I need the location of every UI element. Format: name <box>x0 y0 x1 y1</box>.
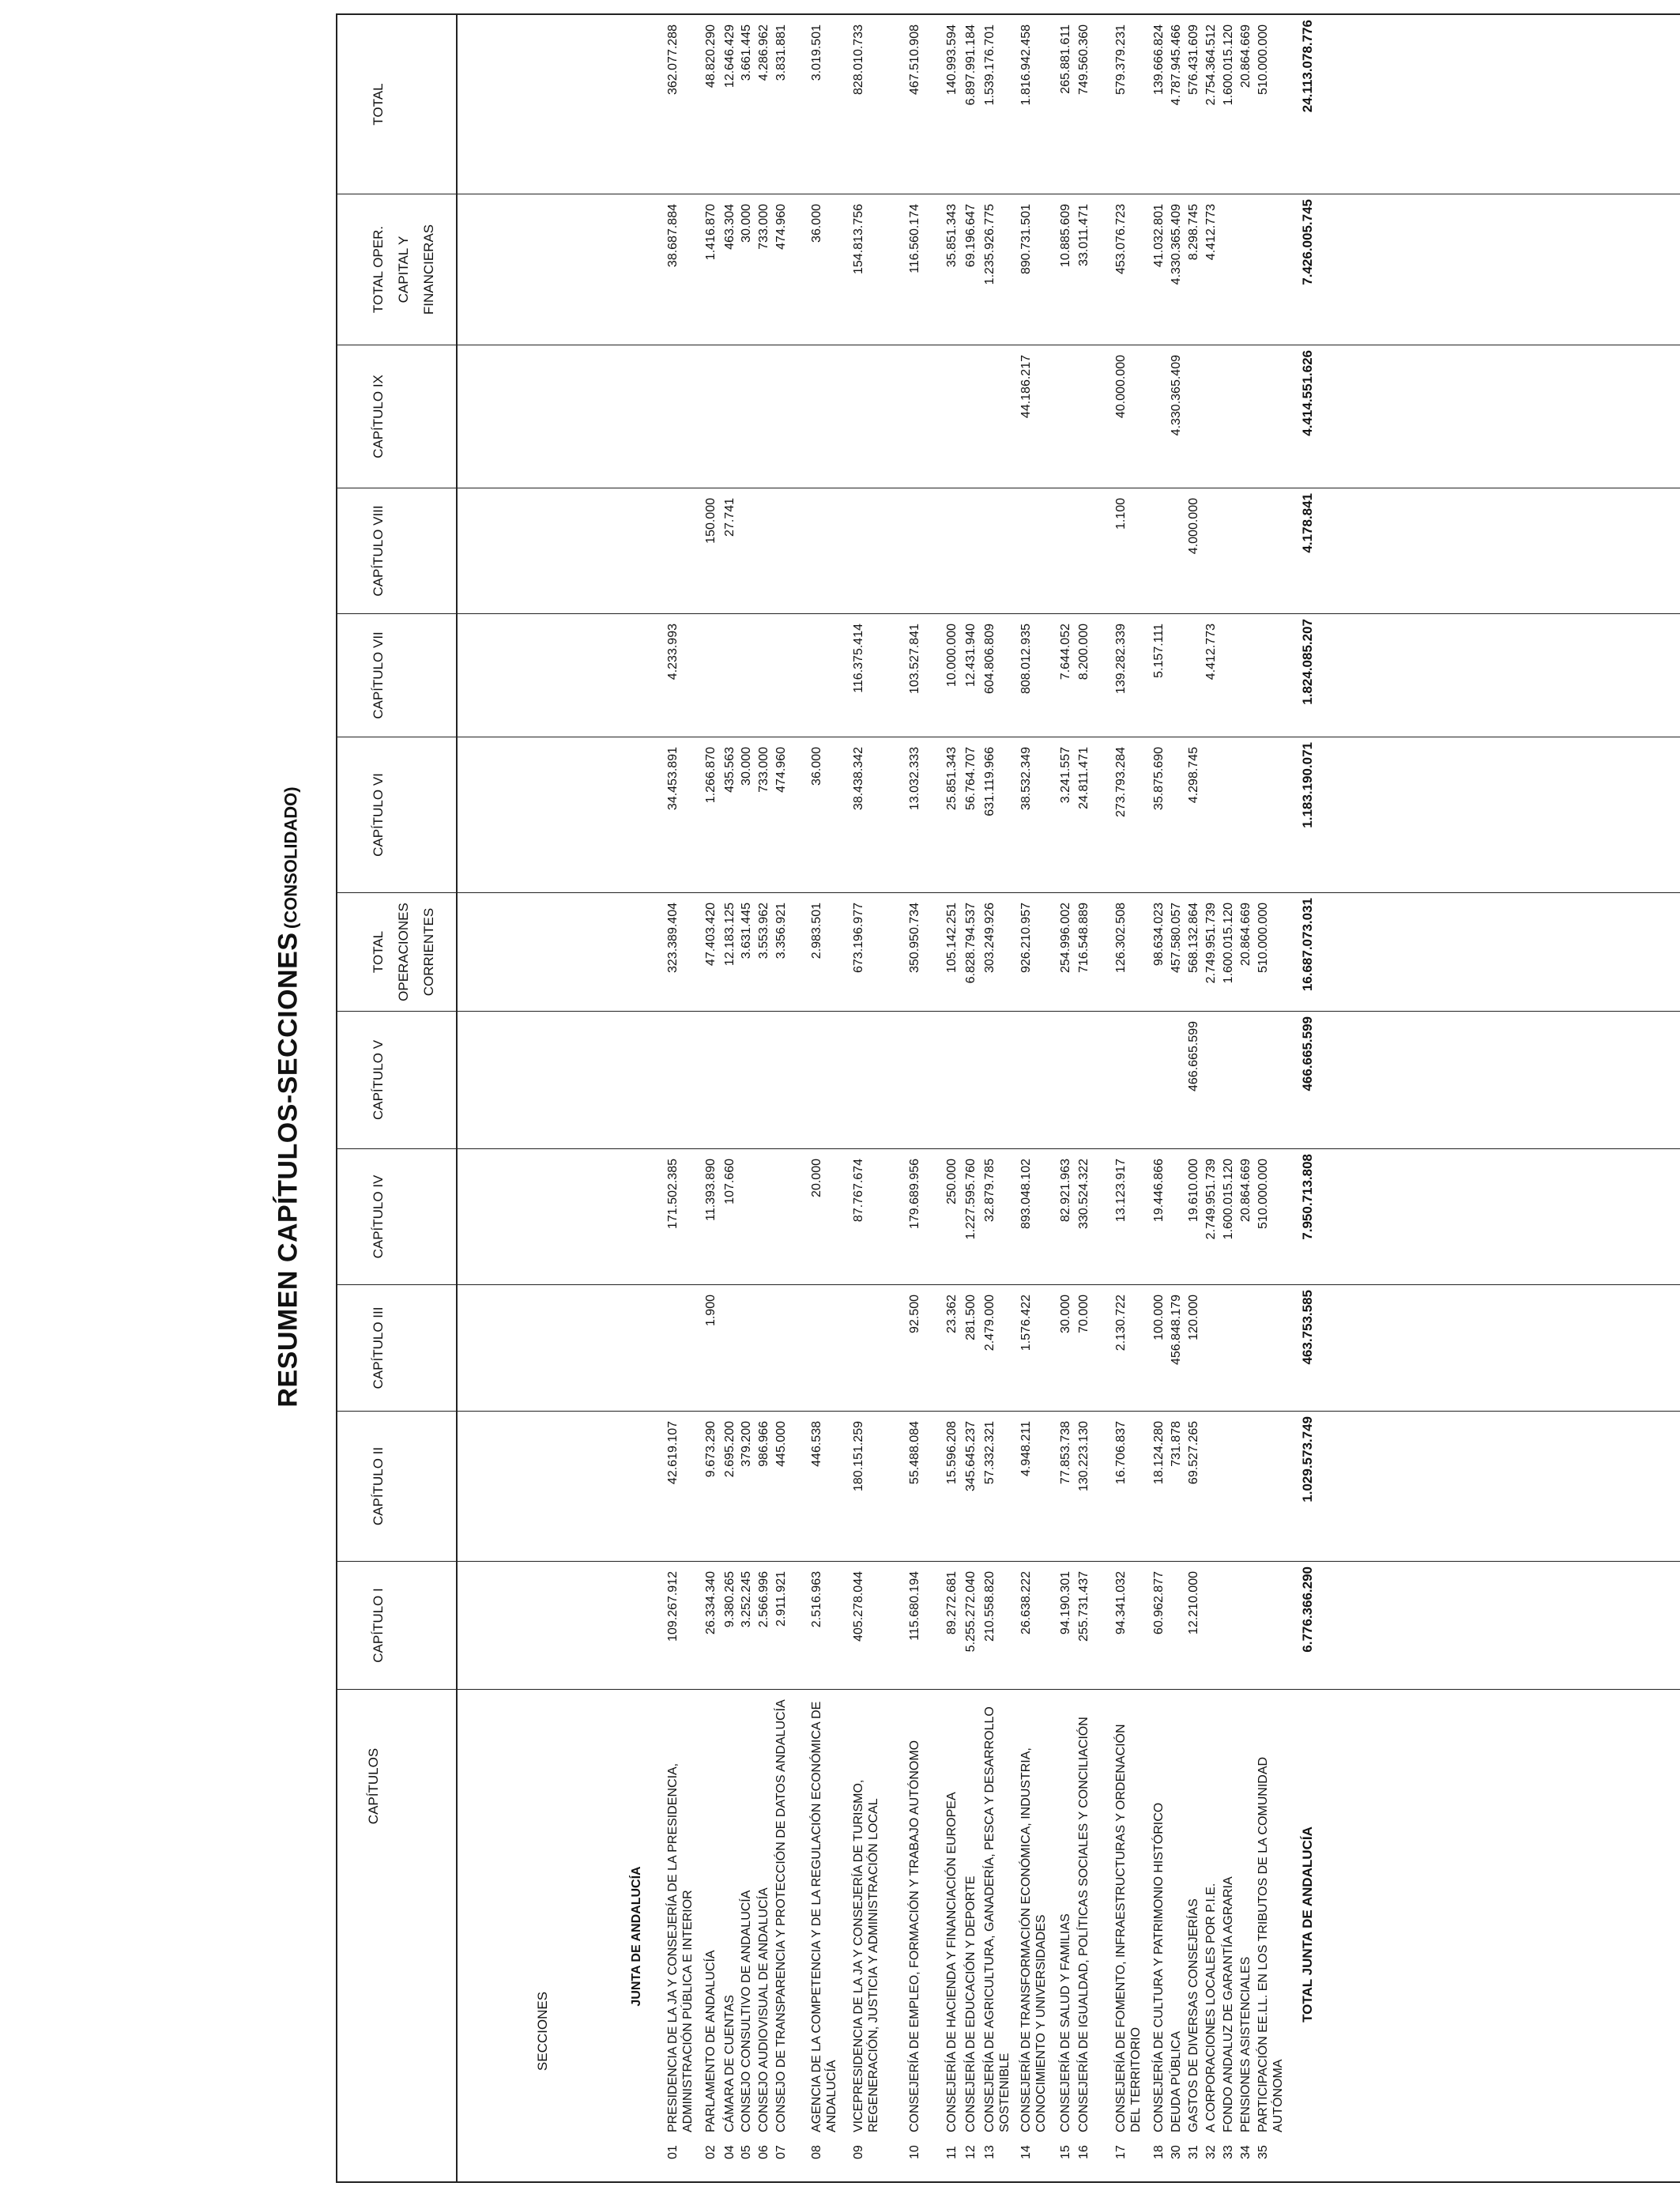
column-header <box>337 614 574 737</box>
total-cell: 24.113.078.776 <box>1300 20 1315 113</box>
total-cell: 463.753.585 <box>1300 1290 1315 1365</box>
table-cell: 466.665.599 <box>1187 1021 1200 1091</box>
table-cell: 350.950.734 <box>908 903 921 973</box>
section-code: 08 <box>810 2145 823 2159</box>
table-cell: 30.000 <box>1059 1295 1072 1333</box>
table-cell: 105.142.251 <box>945 903 959 973</box>
section-name: A CORPORACIONES LOCALES POR P.I.E. <box>1204 1883 1218 2132</box>
table-cell: 82.921.963 <box>1059 1159 1072 1223</box>
section-code: 09 <box>852 2145 865 2159</box>
section-name: CONSEJO AUDIOVISUAL DE ANDALUCÍA <box>757 1887 770 2132</box>
column-header-line: TOTAL <box>371 83 386 126</box>
column-header <box>337 15 574 194</box>
section-name: CONSEJERÍA DE CULTURA Y PATRIMONIO HISTÓRICO <box>1152 1802 1166 2132</box>
section-name: PARTICIPACIÓN EE.LL. EN LOS TRIBUTOS DE LA COMUNIDAD AUTÓNOMA <box>1256 1756 1285 2132</box>
table-cell: 33.011.471 <box>1077 204 1090 266</box>
section-code: 34 <box>1239 2145 1252 2159</box>
table-cell: 673.196.977 <box>852 903 865 973</box>
table-cell: 716.548.889 <box>1077 903 1090 973</box>
column-header-line: CAPÍTULO II <box>371 1446 386 1526</box>
section-code: 17 <box>1114 2145 1128 2159</box>
table-cell: 808.012.935 <box>1019 624 1033 694</box>
table-cell: 94.190.301 <box>1059 1571 1072 1635</box>
column-header-line: CAPÍTULO VIII <box>371 505 386 597</box>
table-cell: 36.000 <box>810 204 823 243</box>
table-cell: 828.010.733 <box>852 25 865 95</box>
table-cell: 24.811.471 <box>1077 747 1090 809</box>
column-header-line: CAPÍTULO I <box>371 1588 386 1663</box>
table-cell: 60.962.877 <box>1152 1571 1166 1635</box>
table-cell: 69.527.265 <box>1187 1421 1200 1485</box>
table-cell: 69.196.647 <box>964 204 977 268</box>
table-cell: 1.266.870 <box>704 747 718 804</box>
table-cell: 1.600.015.120 <box>1222 1159 1235 1240</box>
table-cell: 32.879.785 <box>983 1159 996 1223</box>
section-name: CONSEJERÍA DE EDUCACIÓN Y DEPORTE <box>964 1875 977 2132</box>
table-cell: 109.267.912 <box>666 1571 680 1642</box>
section-name: VICEPRESIDENCIA DE LA JA Y CONSEJERÍA DE TURISMO, REGENERACIÓN, JUSTICIA Y ADMINISTRACIÓN LOCAL <box>852 1779 880 2132</box>
table-cell: 254.996.002 <box>1059 903 1072 973</box>
table-cell: 179.689.956 <box>908 1159 921 1229</box>
table-cell: 5.157.111 <box>1152 624 1166 678</box>
table-frame <box>336 13 1680 2183</box>
column-header-line: OPERACIONES <box>396 903 411 1001</box>
table-cell: 4.948.211 <box>1019 1421 1033 1476</box>
table-cell: 6.897.991.184 <box>964 25 977 106</box>
table-cell: 4.000.000 <box>1187 498 1200 555</box>
column-header <box>337 1285 574 1412</box>
column-header-line: CAPÍTULO VII <box>371 631 386 719</box>
table-cell: 362.077.288 <box>666 25 680 95</box>
table-cell: 7.644.052 <box>1059 624 1072 680</box>
table-cell: 140.993.594 <box>945 25 959 95</box>
table-cell: 115.680.194 <box>908 1571 921 1641</box>
section-name: PRESIDENCIA DE LA JA Y CONSEJERÍA DE LA PRESIDENCIA, ADMINISTRACIÓN PÚBLICA E INTERIOR <box>666 1762 695 2132</box>
table-cell: 474.960 <box>774 204 788 250</box>
table-cell: 3.356.921 <box>774 903 788 959</box>
table-cell: 2.516.963 <box>810 1571 823 1628</box>
table-cell: 30.000 <box>740 747 753 786</box>
table-cell: 265.881.611 <box>1059 25 1072 94</box>
table-cell: 34.453.891 <box>666 747 680 811</box>
table-cell: 474.960 <box>774 747 788 793</box>
table-cell: 926.210.957 <box>1019 903 1033 973</box>
table-cell: 9.380.265 <box>723 1571 736 1628</box>
section-name: CONSEJERÍA DE IGUALDAD, POLÍTICAS SOCIALES Y CONCILIACIÓN <box>1077 1717 1090 2132</box>
total-cell: 1.824.085.207 <box>1300 619 1315 705</box>
total-cell: 16.687.073.031 <box>1300 898 1315 992</box>
table-cell: 10.885.609 <box>1059 204 1072 268</box>
section-code: 15 <box>1059 2145 1072 2159</box>
column-header-line: CAPÍTULO IV <box>371 1174 386 1259</box>
total-cell: 4.178.841 <box>1300 493 1315 553</box>
table-cell: 5.255.272.040 <box>964 1571 977 1653</box>
section-name: CONSEJERÍA DE AGRICULTURA, GANADERÍA, PESCA Y DESARROLLO SOSTENIBLE <box>983 1706 1011 2132</box>
table-cell: 4.233.993 <box>666 624 680 680</box>
table-cell: 139.666.824 <box>1152 25 1166 95</box>
table-cell: 2.754.364.512 <box>1204 25 1218 106</box>
table-cell: 126.302.508 <box>1114 903 1128 973</box>
table-cell: 631.119.966 <box>983 747 996 816</box>
table-cell: 38.532.349 <box>1019 747 1033 811</box>
table-cell: 4.787.945.466 <box>1170 25 1183 106</box>
section-code: 10 <box>908 2145 921 2159</box>
table-cell: 2.749.951.739 <box>1204 1159 1218 1240</box>
total-cell: 4.414.551.626 <box>1300 350 1315 436</box>
section-code: 01 <box>666 2145 680 2159</box>
section-name: AGENCIA DE LA COMPETENCIA Y DE LA REGULACIÓN ECONÓMICA DE ANDALUCÍA <box>810 1701 838 2132</box>
table-cell: 890.731.501 <box>1019 204 1033 274</box>
section-code: 18 <box>1152 2145 1166 2159</box>
table-cell: 92.500 <box>908 1295 921 1333</box>
column-header-line: CORRIENTES <box>421 907 436 997</box>
table-cell: 510.000.000 <box>1256 903 1270 973</box>
table-cell: 44.186.217 <box>1019 355 1033 419</box>
table-cell: 18.124.280 <box>1152 1421 1166 1485</box>
section-code: 35 <box>1256 2145 1270 2159</box>
table-cell: 139.282.339 <box>1114 624 1128 694</box>
total-label: TOTAL JUNTA DE ANDALUCÍA <box>1300 1826 1315 2022</box>
table-cell: 15.596.208 <box>945 1421 959 1485</box>
table-cell: 120.000 <box>1187 1295 1200 1340</box>
total-cell: 1.183.190.071 <box>1300 742 1315 828</box>
table-cell: 41.032.801 <box>1152 204 1166 268</box>
table-cell: 1.600.015.120 <box>1222 25 1235 106</box>
column-header-line: CAPÍTULO VI <box>371 773 386 857</box>
table-cell: 27.741 <box>723 498 736 537</box>
section-name: CONSEJO DE TRANSPARENCIA Y PROTECCIÓN DE DATOS ANDALUCÍA <box>774 1699 788 2132</box>
total-cell: 6.776.366.290 <box>1300 1566 1315 1653</box>
section-code: 07 <box>774 2145 788 2159</box>
table-cell: 70.000 <box>1077 1295 1090 1333</box>
table-cell: 4.330.365.409 <box>1170 204 1183 285</box>
table-cell: 1.900 <box>704 1295 718 1327</box>
section-name: CONSEJERÍA DE FOMENTO, INFRAESTRUCTURAS Y ORDENACIÓN DEL TERRITORIO <box>1114 1724 1143 2132</box>
table-cell: 20.864.669 <box>1239 903 1252 967</box>
table-cell: 1.227.595.760 <box>964 1159 977 1240</box>
table-cell: 4.412.773 <box>1204 624 1218 680</box>
table-cell: 1.600.015.120 <box>1222 903 1235 984</box>
table-cell: 103.527.841 <box>908 624 921 694</box>
table-cell: 3.019.501 <box>810 25 823 81</box>
table-cell: 467.510.908 <box>908 25 921 95</box>
table-cell: 3.252.245 <box>740 1571 753 1628</box>
table-cell: 89.272.681 <box>945 1571 959 1635</box>
column-header-line: CAPITAL Y <box>396 236 411 303</box>
section-name: CÁMARA DE CUENTAS <box>723 1995 736 2132</box>
table-cell: 1.576.422 <box>1019 1295 1033 1351</box>
table-cell: 55.488.084 <box>908 1421 921 1485</box>
section-code: 13 <box>983 2145 996 2159</box>
table-cell: 9.673.290 <box>704 1421 718 1478</box>
table-cell: 12.431.940 <box>964 624 977 688</box>
table-cell: 23.362 <box>945 1295 959 1333</box>
table-cell: 47.403.420 <box>704 903 718 967</box>
table-cell: 281.500 <box>964 1295 977 1340</box>
table-cell: 405.278.044 <box>852 1571 865 1642</box>
section-code: 14 <box>1019 2145 1033 2159</box>
table-cell: 42.619.107 <box>666 1421 680 1485</box>
table-cell: 12.210.000 <box>1187 1571 1200 1635</box>
section-code: 32 <box>1204 2145 1218 2159</box>
column-header-line: CAPÍTULO III <box>371 1306 386 1389</box>
column-header <box>337 893 574 1012</box>
table-cell: 986.966 <box>757 1421 770 1467</box>
table-cell: 453.076.723 <box>1114 204 1128 274</box>
table-cell: 749.560.360 <box>1077 25 1090 95</box>
total-cell: 466.665.599 <box>1300 1016 1315 1091</box>
table-cell: 20.000 <box>810 1159 823 1197</box>
section-code: 04 <box>723 2145 736 2159</box>
table-cell: 35.851.343 <box>945 204 959 268</box>
section-name: PARLAMENTO DE ANDALUCÍA <box>704 1950 718 2132</box>
table-cell: 11.393.890 <box>704 1159 718 1221</box>
table-cell: 19.446.866 <box>1152 1159 1166 1223</box>
section-name: CONSEJERÍA DE HACIENDA Y FINANCIACIÓN EUROPEA <box>945 1792 959 2132</box>
section-code: 12 <box>964 2145 977 2159</box>
section-name: CONSEJO CONSULTIVO DE ANDALUCÍA <box>740 1890 753 2132</box>
table-cell: 2.479.000 <box>983 1295 996 1351</box>
table-cell: 255.731.437 <box>1077 1571 1090 1642</box>
table-cell: 3.831.881 <box>774 25 788 81</box>
table-cell: 171.502.385 <box>666 1159 680 1229</box>
table-cell: 576.431.609 <box>1187 25 1200 95</box>
table-cell: 26.334.340 <box>704 1571 718 1635</box>
table-cell: 330.524.322 <box>1077 1159 1090 1229</box>
section-code: 02 <box>704 2145 718 2159</box>
section-name: CONSEJERÍA DE SALUD Y FAMILIAS <box>1059 1913 1072 2132</box>
table-cell: 8.200.000 <box>1077 624 1090 680</box>
table-cell: 435.563 <box>723 747 736 793</box>
table-cell: 38.438.342 <box>852 747 865 811</box>
table-cell: 345.645.237 <box>964 1421 977 1491</box>
table-cell: 463.304 <box>723 204 736 250</box>
table-cell: 100.000 <box>1152 1295 1166 1340</box>
table-cell: 25.851.343 <box>945 747 959 811</box>
table-cell: 116.375.414 <box>852 624 865 693</box>
table-cell: 48.820.290 <box>704 25 718 89</box>
table-cell: 6.828.794.537 <box>964 903 977 984</box>
section-name: FONDO ANDALUZ DE GARANTÍA AGRARIA <box>1222 1876 1235 2132</box>
table-cell: 13.032.333 <box>908 747 921 811</box>
title-main: RESUMEN CAPÍTULOS-SECCIONES <box>273 932 303 1408</box>
table-cell: 26.638.222 <box>1019 1571 1033 1635</box>
section-name: CONSEJERÍA DE TRANSFORMACIÓN ECONÓMICA, INDUSTRIA, CONOCIMIENTO Y UNIVERSIDADES <box>1019 1747 1048 2132</box>
table-cell: 57.332.321 <box>983 1421 996 1485</box>
table-cell: 56.764.707 <box>964 747 977 811</box>
table-cell: 510.000.000 <box>1256 1159 1270 1229</box>
total-cell: 7.426.005.745 <box>1300 199 1315 285</box>
table-cell: 3.553.962 <box>757 903 770 959</box>
table-cell: 36.000 <box>810 747 823 786</box>
table-cell: 4.286.962 <box>757 25 770 81</box>
table-cell: 1.100 <box>1114 498 1128 530</box>
table-cell: 733.000 <box>757 204 770 250</box>
table-cell: 38.687.884 <box>666 204 680 268</box>
table-cell: 1.235.926.775 <box>983 204 996 285</box>
table-cell: 3.241.557 <box>1059 747 1072 804</box>
header-capitulos: CAPÍTULOS <box>366 1747 381 1825</box>
table-cell: 250.000 <box>945 1159 959 1204</box>
table-cell: 19.610.000 <box>1187 1159 1200 1223</box>
table-cell: 40.000.000 <box>1114 355 1128 419</box>
total-cell: 7.950.713.808 <box>1300 1154 1315 1240</box>
table-cell: 379.200 <box>740 1421 753 1467</box>
table-cell: 13.123.917 <box>1114 1159 1128 1223</box>
table-cell: 12.183.125 <box>723 903 736 967</box>
section-code: 30 <box>1170 2145 1183 2159</box>
table-cell: 323.389.404 <box>666 903 680 973</box>
column-header-line: TOTAL OPER. <box>371 225 386 314</box>
table-cell: 2.983.501 <box>810 903 823 959</box>
column-header <box>337 1012 574 1149</box>
table-cell: 733.000 <box>757 747 770 793</box>
column-header <box>337 488 574 614</box>
table-cell: 1.416.870 <box>704 204 718 261</box>
table-cell: 87.767.674 <box>852 1159 865 1223</box>
table-cell: 731.878 <box>1170 1421 1183 1467</box>
table-cell: 893.048.102 <box>1019 1159 1033 1229</box>
table-cell: 3.661.445 <box>740 25 753 81</box>
table-cell: 2.911.921 <box>774 1571 788 1627</box>
table-cell: 303.249.926 <box>983 903 996 973</box>
column-header <box>337 194 574 345</box>
table-cell: 10.000.000 <box>945 624 959 688</box>
table-cell: 568.132.864 <box>1187 903 1200 973</box>
table-cell: 457.580.057 <box>1170 903 1183 973</box>
table-cell: 130.223.130 <box>1077 1421 1090 1491</box>
table-cell: 4.412.773 <box>1204 204 1218 261</box>
table-cell: 20.864.669 <box>1239 25 1252 89</box>
table-cell: 98.634.023 <box>1152 903 1166 967</box>
column-header-line: CAPÍTULO V <box>371 1039 386 1121</box>
section-name: CONSEJERÍA DE EMPLEO, FORMACIÓN Y TRABAJO AUTÓNOMO <box>908 1740 921 2132</box>
table-cell: 154.813.756 <box>852 204 865 274</box>
table-cell: 445.000 <box>774 1421 788 1467</box>
table-cell: 12.646.429 <box>723 25 736 89</box>
column-header <box>337 345 574 488</box>
table-cell: 150.000 <box>704 498 718 544</box>
table-cell: 579.379.231 <box>1114 25 1128 95</box>
table-cell: 2.695.200 <box>723 1421 736 1478</box>
table-cell: 1.816.942.458 <box>1019 25 1033 106</box>
column-header <box>337 1412 574 1562</box>
table-cell: 8.298.745 <box>1187 204 1200 261</box>
section-code: 11 <box>945 2146 959 2159</box>
table-cell: 456.848.179 <box>1170 1295 1183 1365</box>
section-name: GASTOS DE DIVERSAS CONSEJERÍAS <box>1187 1898 1200 2132</box>
table-cell: 2.566.996 <box>757 1571 770 1628</box>
table-cell: 30.000 <box>740 204 753 243</box>
table-cell: 510.000.000 <box>1256 25 1270 95</box>
table-cell: 20.864.669 <box>1239 1159 1252 1223</box>
table-cell: 273.793.284 <box>1114 747 1128 817</box>
section-name: DEUDA PÚBLICA <box>1170 2030 1183 2132</box>
column-header-line: TOTAL <box>371 930 386 974</box>
table-cell: 77.853.738 <box>1059 1421 1072 1485</box>
column-header-line: CAPÍTULO IX <box>371 375 386 458</box>
table-cell: 1.539.176.701 <box>983 25 996 106</box>
table-cell: 446.538 <box>810 1421 823 1467</box>
table-cell: 604.806.809 <box>983 624 996 694</box>
table-cell: 94.341.032 <box>1114 1571 1128 1635</box>
table-cell: 107.660 <box>723 1159 736 1204</box>
table-cell: 210.558.820 <box>983 1571 996 1642</box>
table-cell: 4.298.745 <box>1187 747 1200 804</box>
table-cell: 16.706.837 <box>1114 1421 1128 1485</box>
section-code: 16 <box>1077 2145 1090 2159</box>
section-code: 31 <box>1187 2145 1200 2159</box>
table-cell: 35.875.690 <box>1152 747 1166 811</box>
column-header <box>337 1149 574 1285</box>
column-header <box>337 1562 574 1690</box>
section-code: 05 <box>740 2145 753 2159</box>
section-code: 06 <box>757 2145 770 2159</box>
section-name: PENSIONES ASISTENCIALES <box>1239 1956 1252 2132</box>
table-cell: 3.631.445 <box>740 903 753 959</box>
column-header <box>337 737 574 893</box>
table-cell: 2.130.722 <box>1114 1295 1128 1351</box>
summary-table <box>336 13 1680 2183</box>
page-title <box>273 504 304 1690</box>
column-header-line: FINANCIERAS <box>421 224 436 315</box>
table-cell: 180.151.259 <box>852 1421 865 1491</box>
table-cell: 116.560.174 <box>908 204 921 273</box>
section-title: JUNTA DE ANDALUCÍA <box>630 1866 643 2007</box>
table-cell: 2.749.951.739 <box>1204 903 1218 984</box>
section-code: 33 <box>1222 2145 1235 2159</box>
table-cell: 4.330.365.409 <box>1170 355 1183 436</box>
title-sub: (CONSOLIDADO) <box>281 786 301 929</box>
total-cell: 1.029.573.749 <box>1300 1416 1315 1502</box>
header-secciones: SECCIONES <box>535 1991 550 2071</box>
